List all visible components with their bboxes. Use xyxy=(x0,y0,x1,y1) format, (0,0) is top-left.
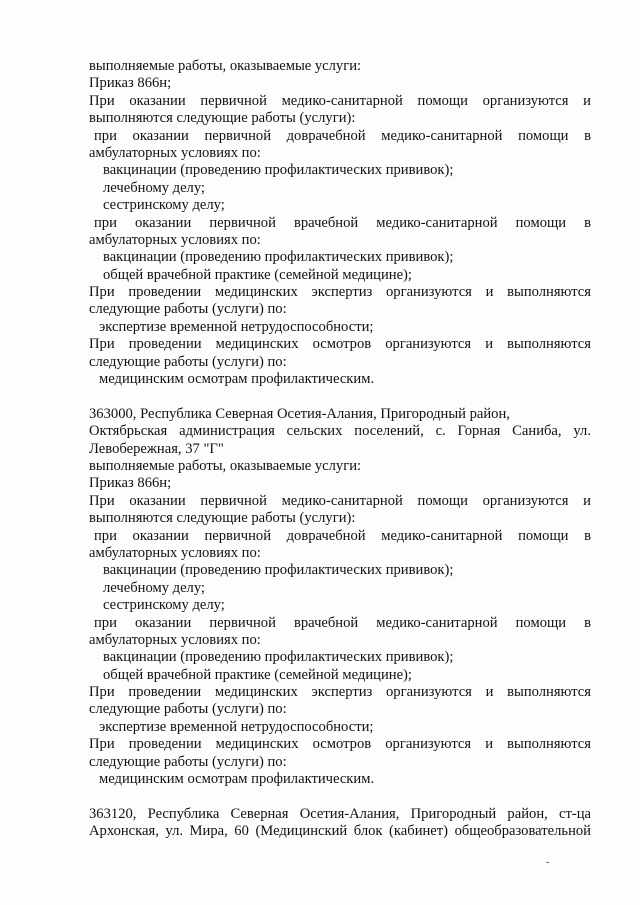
service-item: экспертизе временной нетрудоспособности; xyxy=(99,318,374,335)
paragraph-gap xyxy=(89,388,591,405)
service-item: вакцинации (проведению профилактических прививок); xyxy=(103,162,454,179)
text-line: выполняемые работы, оказываемые услуги: xyxy=(89,457,362,474)
text-line: При проведении медицинских осмотров организуются и выполняются xyxy=(89,736,591,753)
address-line: Архонская, ул. Мира, 60 (Медицинский блок (кабинет) общеобразовательной xyxy=(89,823,591,840)
service-item: медицинским осмотрам профилактическим. xyxy=(99,771,375,788)
address-line: 363120, Республика Северная Осетия-Алания, Пригородный район, ст-ца xyxy=(89,805,591,822)
text-line: выполняемые работы, оказываемые услуги: xyxy=(89,58,362,74)
service-item: лечебному делу; xyxy=(103,179,205,196)
text-line: следующие работы (услуги) по: xyxy=(89,301,287,318)
service-item: сестринскому делу; xyxy=(103,197,225,214)
service-item: вакцинации (проведению профилактических прививок); xyxy=(103,562,454,579)
order-reference: Приказ 866н; xyxy=(89,475,172,492)
text-line: выполняются следующие работы (услуги): xyxy=(89,510,356,527)
scan-speck xyxy=(546,862,549,863)
service-item: лечебному делу; xyxy=(103,579,205,596)
service-item: вакцинации (проведению профилактических прививок); xyxy=(103,249,454,266)
service-item: экспертизе временной нетрудоспособности; xyxy=(99,718,374,735)
text-line: при оказании первичной врачебной медико-санитарной помощи в xyxy=(94,214,591,231)
text-line: При оказании первичной медико-санитарной помощи организуются и xyxy=(89,492,591,509)
text-line: при оказании первичной доврачебной медико-санитарной помощи в xyxy=(94,127,591,144)
text-line: следующие работы (услуги) по: xyxy=(89,701,287,718)
text-line: амбулаторных условиях по: xyxy=(89,144,261,161)
service-item: вакцинации (проведению профилактических прививок); xyxy=(103,649,454,666)
text-line: при оказании первичной врачебной медико-санитарной помощи в xyxy=(94,614,591,631)
text-line: амбулаторных условиях по: xyxy=(89,231,261,248)
service-item: сестринскому делу; xyxy=(103,597,225,614)
text-line: При проведении медицинских экспертиз организуются и выполняются xyxy=(89,684,591,701)
service-item: общей врачебной практике (семейной медицине); xyxy=(103,666,412,683)
address-line: 363000, Республика Северная Осетия-Алания, Пригородный район, xyxy=(89,405,510,422)
address-line: Левобережная, 37 "Г" xyxy=(89,440,224,457)
text-line: следующие работы (услуги) по: xyxy=(89,753,287,770)
text-line: следующие работы (услуги) по: xyxy=(89,353,287,370)
text-line: амбулаторных условиях по: xyxy=(89,631,261,648)
text-line: амбулаторных условиях по: xyxy=(89,544,261,561)
order-reference: Приказ 866н; xyxy=(89,75,172,92)
document-body xyxy=(89,58,591,841)
text-line: При оказании первичной медико-санитарной помощи организуются и xyxy=(89,92,591,109)
paragraph-gap xyxy=(89,788,591,805)
text-line: выполняются следующие работы (услуги): xyxy=(89,110,356,127)
text-line: При проведении медицинских экспертиз организуются и выполняются xyxy=(89,284,591,301)
service-item: медицинским осмотрам профилактическим. xyxy=(99,371,375,388)
address-line: Октябрьская администрация сельских поселений, с. Горная Саниба, ул. xyxy=(89,423,591,440)
service-item: общей врачебной практике (семейной медицине); xyxy=(103,266,412,283)
text-line: при оказании первичной доврачебной медико-санитарной помощи в xyxy=(94,527,591,544)
text-line: При проведении медицинских осмотров организуются и выполняются xyxy=(89,336,591,353)
